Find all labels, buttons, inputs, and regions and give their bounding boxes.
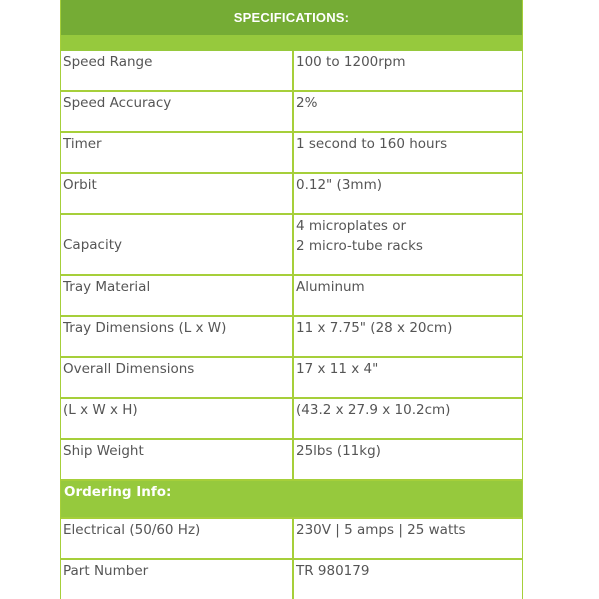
table-row — [61, 439, 522, 480]
spec-label: Speed Accuracy — [61, 91, 293, 132]
ordering-info-title: Ordering Info: — [64, 484, 172, 500]
spec-value-line: 0.12" (3mm) — [296, 177, 382, 193]
spec-label: Tray Dimensions (L x W) — [61, 316, 293, 357]
spec-value-line: 2 micro-tube racks — [296, 238, 423, 254]
spec-value — [293, 398, 522, 439]
table-row — [61, 132, 522, 173]
table-row — [61, 357, 522, 398]
spec-label: Capacity — [61, 214, 293, 275]
specifications-title: SPECIFICATIONS: — [233, 10, 350, 25]
spec-value — [293, 91, 522, 132]
table-row — [61, 51, 522, 91]
spec-label: Tray Material — [61, 275, 293, 316]
table-row — [61, 173, 522, 214]
spec-value — [293, 316, 522, 357]
ordering-table — [61, 519, 522, 599]
spec-value-line: 11 x 7.75" (28 x 20cm) — [296, 320, 453, 336]
spec-label: Part Number — [61, 559, 293, 599]
spec-label: Electrical (50/60 Hz) — [61, 519, 293, 559]
spec-label: Timer — [61, 132, 293, 173]
specifications-table — [61, 51, 522, 481]
spec-value-line: 1 second to 160 hours — [296, 136, 448, 152]
spec-value-line: 230V | 5 amps | 25 watts — [296, 522, 466, 538]
specifications-panel — [60, 0, 523, 599]
spec-value-line: 25lbs (11kg) — [296, 443, 381, 459]
spec-value — [293, 214, 522, 275]
header-subbar — [61, 35, 522, 51]
ordering-info-header — [61, 481, 522, 519]
spec-value — [293, 173, 522, 214]
spec-label: Overall Dimensions — [61, 357, 293, 398]
spec-value-line: (43.2 x 27.9 x 10.2cm) — [296, 402, 451, 418]
table-row — [61, 214, 522, 275]
spec-label: Speed Range — [61, 51, 293, 91]
spec-value — [293, 519, 522, 559]
spec-value-line: 4 microplates or — [296, 218, 407, 234]
spec-value — [293, 275, 522, 316]
spec-value-line: 100 to 1200rpm — [296, 54, 406, 70]
table-row — [61, 559, 522, 599]
table-row — [61, 275, 522, 316]
table-row — [61, 398, 522, 439]
spec-label: (L x W x H) — [61, 398, 293, 439]
spec-value-line: 17 x 11 x 4" — [296, 361, 379, 377]
table-row — [61, 91, 522, 132]
specifications-header — [61, 0, 522, 35]
spec-value — [293, 439, 522, 480]
spec-value — [293, 51, 522, 91]
spec-label: Ship Weight — [61, 439, 293, 480]
spec-label: Orbit — [61, 173, 293, 214]
spec-value — [293, 357, 522, 398]
table-row — [61, 519, 522, 559]
spec-value — [293, 559, 522, 599]
spec-value-line: Aluminum — [296, 279, 365, 295]
table-row — [61, 316, 522, 357]
spec-value-line: TR 980179 — [296, 563, 370, 579]
spec-value-line: 2% — [296, 95, 318, 111]
spec-value — [293, 132, 522, 173]
